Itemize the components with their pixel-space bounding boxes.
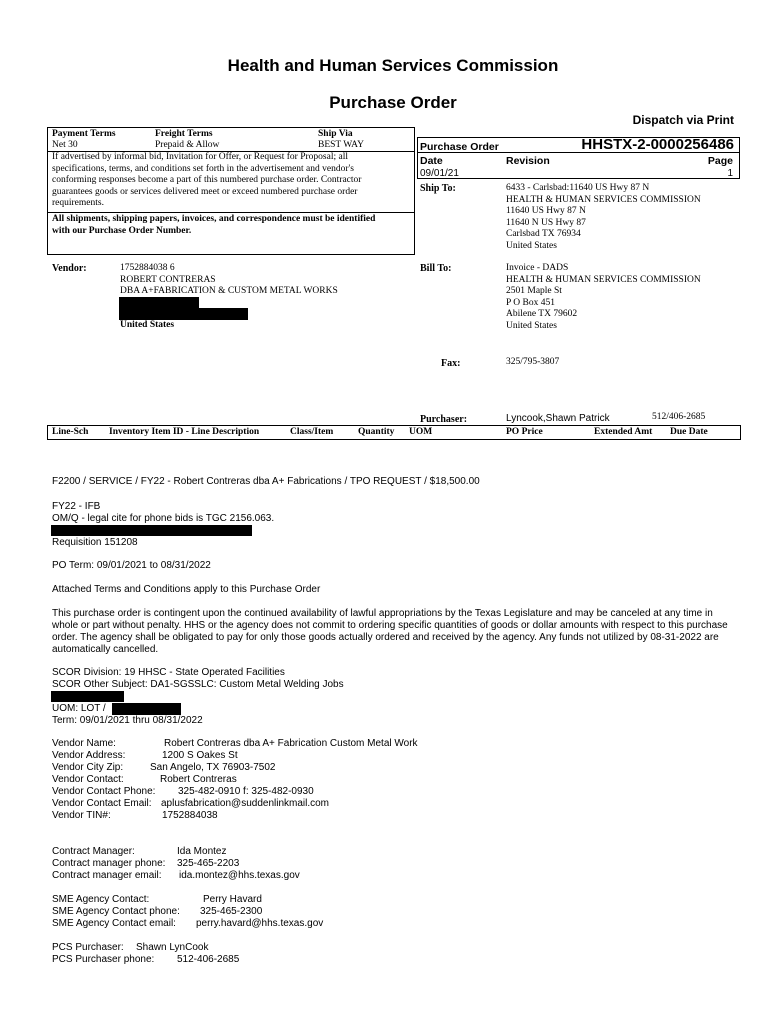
col-due-date: Due Date (670, 427, 708, 437)
contract-phone-label: Contract manager phone: (52, 858, 166, 869)
sme-contact-value: Perry Havard (203, 894, 262, 905)
vendor-block (120, 263, 338, 298)
line-items-header (47, 425, 741, 440)
contract-manager-details (52, 846, 300, 882)
vendor-city-label: Vendor City Zip: (52, 762, 124, 773)
redaction-bar (119, 308, 248, 320)
col-extended-amt: Extended Amt (594, 427, 653, 437)
po-number: HHSTX-2-0000256486 (581, 136, 734, 153)
sme-phone-value: 325-465-2300 (200, 906, 263, 917)
purchaser-phone: 512/406-2685 (652, 412, 706, 422)
bill-to-label: Bill To: (420, 263, 452, 274)
vendor-address-value: 1200 S Oakes St (162, 750, 238, 761)
payment-terms-label: Payment Terms (52, 129, 116, 139)
po-term-line: PO Term: 09/01/2021 to 08/31/2022 (52, 560, 211, 571)
vendor-id: 1752884038 6 (120, 263, 175, 273)
vendor-name-value: Robert Contreras dba A+ Fabrication Custom Metal Work (164, 738, 418, 749)
page-subtitle: Purchase Order (329, 93, 457, 112)
vendor-name: ROBERT CONTRERAS (120, 274, 216, 285)
requisition-line: Requisition 151208 (52, 537, 138, 548)
vendor-details (52, 738, 418, 822)
ship-to-label: Ship To: (420, 183, 456, 194)
line-item-description: F2200 / SERVICE / FY22 - Robert Contreras dba A+ Fabrications / TPO REQUEST / $18,500.00 (52, 476, 480, 487)
dispatch-label: Dispatch via Print (632, 113, 734, 127)
pcs-phone-value: 512-406-2685 (177, 954, 240, 965)
pcs-purchaser-value: Shawn LynCook (136, 942, 209, 953)
sme-email-label: SME Agency Contact email: (52, 918, 176, 929)
contract-email-label: Contract manager email: (52, 870, 162, 881)
revision-label: Revision (506, 155, 550, 167)
bill-to-address: Invoice - DADS HEALTH & HUMAN SERVICES COMMISSION 2501 Maple St P O Box 451 Abilene TX 79602 United States (506, 263, 701, 331)
contingent-paragraph: This purchase order is contingent upon the continued availability of lawful appropriations by the Texas Legislature and may be canceled at any time in whole or part without penalty. HHS or the agency does not commit to ordering specific quantities of goods or dollar amounts with respect to this purchase order. The agency shall be obligated to pay for only those goods actually ordered and received by the agency. Any funds not utilized by 08-31-2022 are automatically cancelled. (52, 608, 728, 655)
contract-manager-label: Contract Manager: (52, 846, 135, 857)
redaction-bar (112, 703, 181, 715)
sme-email-value: perry.havard@hhs.texas.gov (196, 918, 324, 929)
po-label: Purchase Order (420, 141, 499, 153)
attached-terms-line: Attached Terms and Conditions apply to this Purchase Order (52, 584, 321, 595)
date-value: 09/01/21 (420, 168, 459, 179)
col-uom: UOM (409, 427, 433, 437)
purchaser-name: Lyncook,Shawn Patrick (506, 413, 610, 424)
ship-via-value: BEST WAY (318, 140, 365, 150)
payment-terms-value: Net 30 (52, 140, 78, 150)
vendor-phone-label: Vendor Contact Phone: (52, 786, 156, 797)
fax-value: 325/795-3807 (506, 357, 560, 367)
vendor-tin-value: 1752884038 (162, 810, 218, 821)
vendor-phone-value: 325-482-0910 f: 325-482-0930 (178, 786, 314, 797)
ship-to-address: 6433 - Carlsbad:11640 US Hwy 87 N HEALTH & HUMAN SERVICES COMMISSION 11640 US Hwy 87 N 11640 N US Hwy 87 Carlsbad TX 76934 United States (506, 183, 701, 251)
col-class-item: Class/Item (290, 427, 334, 437)
vendor-dba: DBA A+FABRICATION & CUSTOM METAL WORKS (120, 286, 338, 296)
vendor-name-label: Vendor Name: (52, 738, 116, 749)
vendor-address-label: Vendor Address: (52, 750, 126, 761)
col-line-sch: Line-Sch (52, 427, 89, 437)
redaction-bar (51, 691, 124, 702)
sme-contact-details (52, 894, 323, 930)
vendor-contact-value: Robert Contreras (160, 774, 237, 785)
sme-contact-label: SME Agency Contact: (52, 894, 150, 905)
redaction-bar (51, 525, 252, 536)
pcs-purchaser-details (52, 942, 239, 966)
page-title: Health and Human Services Commission (227, 56, 559, 75)
uom-line: UOM: LOT / (52, 703, 106, 714)
redaction-bar (119, 297, 199, 308)
vendor-city-value: San Angelo, TX 76903-7502 (150, 762, 276, 773)
notice-text: If advertised by informal bid, Invitation for Offer, or Request for Proposal; all specifications, terms, and conditions set forth in the advertisement and vendor's conforming responses become a part of this numbered purchase order. Contractor guarantees goods or services delivered meet or exceed numbered purchase order requirements. (52, 152, 362, 208)
page-value: 1 (727, 168, 733, 179)
scor-subject: SCOR Other Subject: DA1-SGSSLC: Custom Metal Welding Jobs (52, 679, 344, 690)
pcs-phone-label: PCS Purchaser phone: (52, 954, 155, 965)
ship-via-label: Ship Via (318, 129, 353, 139)
vendor-tin-label: Vendor TIN#: (52, 810, 111, 821)
contract-manager-value: Ida Montez (177, 846, 227, 857)
fy-line: FY22 - IFB (52, 501, 101, 512)
col-description: Inventory Item ID - Line Description (109, 427, 260, 437)
sme-phone-label: SME Agency Contact phone: (52, 906, 180, 917)
pcs-purchaser-label: PCS Purchaser: (52, 942, 124, 953)
freight-terms-value: Prepaid & Allow (155, 140, 220, 150)
vendor-email-label: Vendor Contact Email: (52, 798, 152, 809)
term-line: Term: 09/01/2021 thru 08/31/2022 (52, 715, 203, 726)
date-label: Date (420, 155, 443, 167)
omq-line: OM/Q - legal cite for phone bids is TGC 2156.063. (52, 513, 275, 524)
vendor-contact-label: Vendor Contact: (52, 774, 124, 785)
contract-phone-value: 325-465-2203 (177, 858, 240, 869)
purchaser-label: Purchaser: (420, 414, 468, 425)
vendor-email-value: aplusfabrication@suddenlinkmail.com (161, 798, 330, 809)
page-label: Page (707, 155, 733, 167)
vendor-label: Vendor: (52, 263, 87, 274)
terms-box (47, 127, 415, 255)
scor-division: SCOR Division: 19 HHSC - State Operated Facilities (52, 667, 285, 678)
freight-terms-label: Freight Terms (155, 129, 213, 139)
vendor-country: United States (120, 320, 175, 330)
fax-label: Fax: (441, 358, 461, 369)
shipments-notice: All shipments, shipping papers, invoices, and correspondence must be identified with our Purchase Order Number. (52, 214, 376, 236)
col-po-price: PO Price (506, 427, 543, 437)
col-quantity: Quantity (358, 427, 395, 437)
contract-email-value: ida.montez@hhs.texas.gov (179, 870, 300, 881)
